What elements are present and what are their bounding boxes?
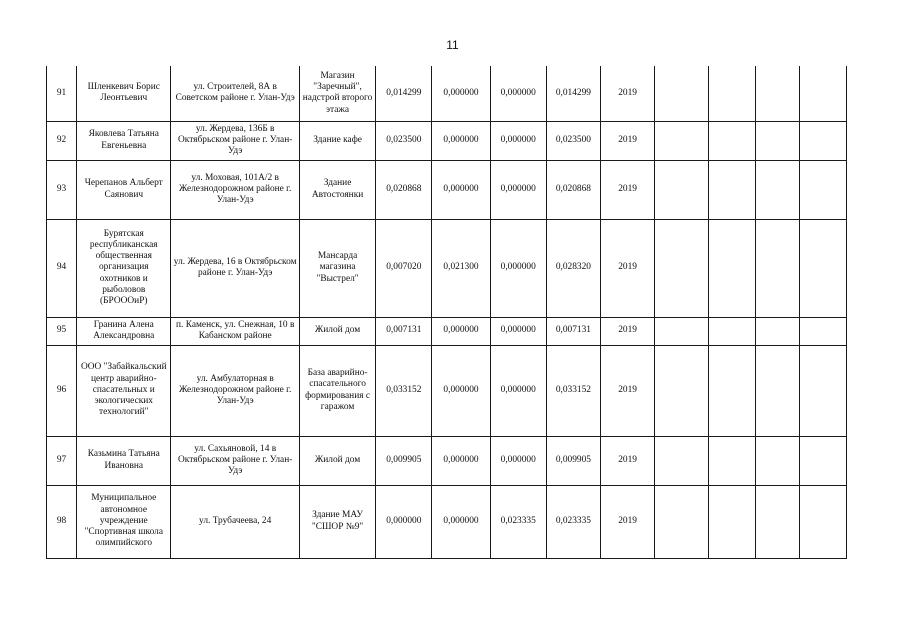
applicant-name-cell: Черепанов Альберт Саянович [77, 160, 171, 219]
value-3-cell: 0,000000 [490, 121, 546, 160]
objects-table [46, 66, 847, 559]
value-1-cell: 0,007131 [376, 317, 432, 345]
empty-cell [755, 121, 799, 160]
empty-cell [709, 436, 755, 485]
year-cell: 2019 [601, 485, 655, 558]
object-name-cell: Магазин "Заречный", надстрой второго этажа [299, 66, 375, 121]
address-cell: ул. Сахьяновой, 14 в Октябрьском районе г. Улан-Удэ [171, 436, 299, 485]
value-3-cell: 0,000000 [490, 66, 546, 121]
table-row [47, 436, 847, 485]
empty-cell [655, 345, 709, 436]
year-cell: 2019 [601, 66, 655, 121]
applicant-name-cell: Яковлева Татьяна Евгеньевна [77, 121, 171, 160]
empty-cell [655, 121, 709, 160]
value-1-cell: 0,014299 [376, 66, 432, 121]
address-cell: ул. Жердева, 136Б в Октябрьском районе г. Улан-Удэ [171, 121, 299, 160]
page-number: 11 [446, 38, 459, 52]
empty-cell [755, 436, 799, 485]
empty-cell [755, 160, 799, 219]
empty-cell [709, 160, 755, 219]
empty-cell [755, 66, 799, 121]
object-name-cell: Здание МАУ "СШОР №9" [299, 485, 375, 558]
row-number-cell: 93 [47, 160, 77, 219]
value-3-cell: 0,000000 [490, 345, 546, 436]
address-cell: ул. Моховая, 101А/2 в Железнодорожном районе г. Улан-Удэ [171, 160, 299, 219]
value-2-cell: 0,000000 [432, 121, 490, 160]
empty-cell [799, 345, 846, 436]
address-cell: ул. Жердева, 16 в Октябрьском районе г. Улан-Удэ [171, 219, 299, 317]
value-3-cell: 0,000000 [490, 219, 546, 317]
value-2-cell: 0,000000 [432, 66, 490, 121]
table-row [47, 345, 847, 436]
empty-cell [709, 66, 755, 121]
value-total-cell: 0,033152 [546, 345, 600, 436]
value-3-cell: 0,000000 [490, 160, 546, 219]
row-number-cell: 94 [47, 219, 77, 317]
object-name-cell: Жилой дом [299, 317, 375, 345]
value-3-cell: 0,000000 [490, 317, 546, 345]
empty-cell [755, 317, 799, 345]
address-cell: п. Каменск, ул. Снежная, 10 в Кабанском районе [171, 317, 299, 345]
empty-cell [755, 485, 799, 558]
table-body [47, 66, 847, 558]
applicant-name-cell: Муниципальное автономное учреждение "Спортивная школа олимпийского [77, 485, 171, 558]
row-number-cell: 92 [47, 121, 77, 160]
empty-cell [799, 121, 846, 160]
value-total-cell: 0,023335 [546, 485, 600, 558]
year-cell: 2019 [601, 317, 655, 345]
value-3-cell: 0,023335 [490, 485, 546, 558]
table-row [47, 317, 847, 345]
year-cell: 2019 [601, 121, 655, 160]
value-2-cell: 0,000000 [432, 485, 490, 558]
address-cell: ул. Строителей, 8А в Советском районе г. Улан-Удэ [171, 66, 299, 121]
year-cell: 2019 [601, 219, 655, 317]
value-2-cell: 0,000000 [432, 436, 490, 485]
value-1-cell: 0,000000 [376, 485, 432, 558]
row-number-cell: 95 [47, 317, 77, 345]
address-cell: ул. Трубачеева, 24 [171, 485, 299, 558]
applicant-name-cell: Бурятская республиканская общественная организация охотников и рыболовов (БРОООиР) [77, 219, 171, 317]
table-row [47, 219, 847, 317]
applicant-name-cell: Гранина Алена Александровна [77, 317, 171, 345]
value-1-cell: 0,007020 [376, 219, 432, 317]
value-total-cell: 0,007131 [546, 317, 600, 345]
empty-cell [655, 219, 709, 317]
year-cell: 2019 [601, 345, 655, 436]
empty-cell [655, 66, 709, 121]
empty-cell [799, 66, 846, 121]
empty-cell [799, 160, 846, 219]
empty-cell [709, 485, 755, 558]
value-total-cell: 0,014299 [546, 66, 600, 121]
empty-cell [799, 317, 846, 345]
year-cell: 2019 [601, 160, 655, 219]
value-total-cell: 0,028320 [546, 219, 600, 317]
empty-cell [799, 436, 846, 485]
year-cell: 2019 [601, 436, 655, 485]
row-number-cell: 98 [47, 485, 77, 558]
object-name-cell: Жилой дом [299, 436, 375, 485]
empty-cell [655, 160, 709, 219]
table-row [47, 160, 847, 219]
applicant-name-cell: Шленкевич Борис Леонтьевич [77, 66, 171, 121]
value-2-cell: 0,000000 [432, 317, 490, 345]
row-number-cell: 91 [47, 66, 77, 121]
value-3-cell: 0,000000 [490, 436, 546, 485]
value-2-cell: 0,000000 [432, 345, 490, 436]
empty-cell [655, 436, 709, 485]
empty-cell [655, 317, 709, 345]
table-row [47, 66, 847, 121]
empty-cell [799, 219, 846, 317]
address-cell: ул. Амбулаторная в Железнодорожном районе г. Улан-Удэ [171, 345, 299, 436]
empty-cell [655, 485, 709, 558]
value-1-cell: 0,023500 [376, 121, 432, 160]
empty-cell [709, 317, 755, 345]
value-1-cell: 0,020868 [376, 160, 432, 219]
empty-cell [709, 121, 755, 160]
value-total-cell: 0,020868 [546, 160, 600, 219]
empty-cell [755, 345, 799, 436]
value-1-cell: 0,009905 [376, 436, 432, 485]
empty-cell [799, 485, 846, 558]
object-name-cell: База аварийно-спасательного формирования с гаражом [299, 345, 375, 436]
table-row [47, 121, 847, 160]
value-total-cell: 0,009905 [546, 436, 600, 485]
value-total-cell: 0,023500 [546, 121, 600, 160]
row-number-cell: 97 [47, 436, 77, 485]
empty-cell [709, 219, 755, 317]
empty-cell [755, 219, 799, 317]
empty-cell [709, 345, 755, 436]
applicant-name-cell: ООО "Забайкальский центр аварийно-спасательных и экологических технологий" [77, 345, 171, 436]
value-1-cell: 0,033152 [376, 345, 432, 436]
applicant-name-cell: Казьмина Татьяна Ивановна [77, 436, 171, 485]
value-2-cell: 0,000000 [432, 160, 490, 219]
value-2-cell: 0,021300 [432, 219, 490, 317]
table-row [47, 485, 847, 558]
object-name-cell: Здание Автостоянки [299, 160, 375, 219]
row-number-cell: 96 [47, 345, 77, 436]
object-name-cell: Здание кафе [299, 121, 375, 160]
object-name-cell: Мансарда магазина "Выстрел" [299, 219, 375, 317]
